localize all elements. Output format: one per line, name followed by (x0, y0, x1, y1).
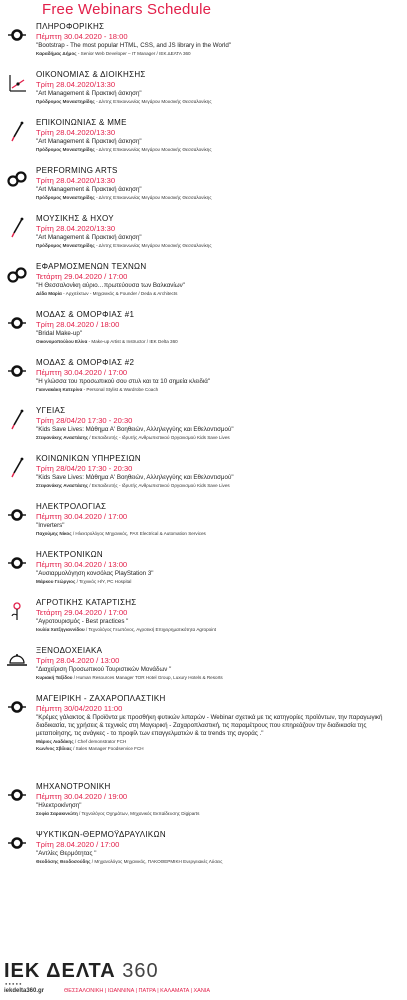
webinar-entry (0, 310, 407, 358)
speaker-line (36, 482, 403, 489)
webinar-topic: "Art Management & Πρακτική άσκηση" (36, 234, 142, 241)
category-title: ΗΛΕΚΤΡΟΛΟΓΙΑΣ (36, 502, 107, 511)
webinar-entry (0, 550, 407, 598)
speaker-line (36, 626, 403, 633)
rings-icon (6, 168, 28, 190)
social-icons: ● ● ● ● ● (5, 981, 22, 986)
category-title: ΜΑΓΕΙΡΙΚΗ - ΖΑΧΑΡΟΠΛΑΣΤΙΚΗ (36, 694, 166, 703)
speaker-line (36, 530, 403, 537)
speaker-name: Πρόδρομος Μοναστηρίδης (36, 147, 95, 152)
website-link[interactable]: iekdelta360.gr (4, 988, 45, 994)
speaker-role: - Δ/ντης Επικοινωνίας Μεγάρου Μουσικής Θεσσαλονίκης (94, 195, 212, 200)
webinar-datetime: Τρίτη 28.04.2020/13:30 (36, 224, 116, 233)
speaker-line (36, 290, 403, 297)
speaker-role: / Μηχανολόγος Μηχανικός, ΠΑΚΟΘΕΡΜΙΚΗ Ενεργειακές Λύσεις (90, 859, 223, 864)
webinar-topic: "Η Θεσσαλονίκη αύριο…πρωτεύουσα των Βαλκανίων" (36, 282, 185, 289)
webinar-entry (0, 598, 407, 646)
category-title: ΟΙΚΟΝΟΜΙΑΣ & ΔΙΟΙΚΗΣΗΣ (36, 70, 146, 79)
speaker-line (36, 578, 403, 585)
webinar-topic: "Art Management & Πρακτική άσκηση" (36, 186, 142, 193)
webinar-entry (0, 22, 407, 70)
category-title: ΚΟΙΝΩΝΙΚΩΝ ΥΠΗΡΕΣΙΩΝ (36, 454, 141, 463)
dumbbell-icon (6, 24, 28, 46)
cloche-icon (6, 648, 28, 670)
webinar-datetime: Τετάρτη 29.04.2020 / 17:00 (36, 272, 128, 281)
webinar-datetime: Πέμπτη 30.04.2020 / 17:00 (36, 368, 128, 377)
webinar-topic: "Κρέμες γάλακτος & Προϊόντα με προσθήκη φυτικών λιπαρών - Webinar σχετικά με τις κατηγορίες προϊόντων, την παραγωγική διαδικασία, τις χρήσεις & τεχνικές στη Μαγειρική - Ζαχαροπλαστική, τις παραμέτρους που επηρεάζουν την διαδικασία της μεταποίησης, τις ανάγκες - το προφίλ των επαγγελματιών & τα trends της αγοράς ." (36, 714, 383, 737)
category-title: ΜΟΥΣΙΚΗΣ & ΗΧΟΥ (36, 214, 114, 223)
rings-icon (6, 264, 28, 286)
webinar-entry (0, 782, 407, 830)
speaker-role: / Τεχνολόγος Οχημάτων, Μηχανικός Εκπαίδευσης Digiparts (77, 811, 200, 816)
speaker-name: Δέδα Μαρία (36, 291, 62, 296)
webinar-topic: "Bootstrap - The most popular HTML, CSS, and JS library in the World" (36, 42, 232, 49)
speaker-name: Κων/νος Σβίλιας (36, 746, 72, 751)
webinar-entry (0, 694, 407, 782)
speaker-name: Θεοδόσης Θεοδοσούδης (36, 859, 91, 864)
webinar-topic: "Αγροτουρισμός - Best practices " (36, 618, 129, 625)
speaker-role: / Ηλεκτρολόγος Μηχανικός, PAX Electrical & Automation Services (71, 531, 206, 536)
speaker-role: - Δ/ντης Επικοινωνίας Μεγάρου Μουσικής Θεσσαλονίκης (94, 147, 212, 152)
speaker-name: Μάριος Λιαδάκης (36, 739, 74, 744)
pen-icon (6, 456, 28, 478)
webinar-entry (0, 830, 407, 878)
webinar-datetime: Πέμπτη 30/04/2020 11:00 (36, 704, 123, 713)
webinar-datetime: Τρίτη 28.04.2020/13:30 (36, 128, 116, 137)
brand-logo: ΙΕΚ ΔΕΛΤΑ 360 (4, 960, 159, 982)
webinar-list (0, 22, 407, 878)
speaker-name: Πρόδρομος Μοναστηρίδης (36, 243, 95, 248)
speaker-line (36, 434, 403, 441)
speaker-name: Οικονομοπούλου Ελίνα (36, 339, 88, 344)
speaker-role: / Sales Manager Foodservice FCH (71, 746, 144, 751)
webinar-datetime: Τρίτη 28/04/20 17:30 - 20:30 (36, 416, 133, 425)
speaker-line (36, 858, 403, 865)
dumbbell-icon (6, 504, 28, 526)
dumbbell-icon (6, 312, 28, 334)
speaker-role: / Εκπαιδευτής - Ιδρυτής Ανθρωπιστικού Οργανισμού Kids Save Lives (88, 483, 230, 488)
speaker-role: / Εκπαιδευτής - Ιδρυτής Ανθρωπιστικού Οργανισμού Kids Save Lives (88, 435, 230, 440)
category-title: ΗΛΕΚΤΡΟΝΙΚΩΝ (36, 550, 103, 559)
speaker-role: / Chef demonstrator FCH (73, 739, 127, 744)
speaker-line (36, 386, 403, 393)
webinar-entry (0, 454, 407, 502)
speaker-name: Μάρκου Γεώργιος (36, 579, 76, 584)
speaker-role: / Human Resources Manager TOR Hotel Group, Luxury Hotels & Resorts (72, 675, 223, 680)
webinar-datetime: Τρίτη 28.04.2020/13:30 (36, 80, 116, 89)
speaker-name: Πρόδρομος Μοναστηρίδης (36, 195, 95, 200)
webinar-datetime: Τρίτη 28/04/20 17:30 - 20:30 (36, 464, 133, 473)
speaker-role: - Senior Web Developer – IT Manager / ΙΕΚ ΔΕΛΤΑ 360 (76, 51, 191, 56)
chart-arrow-icon (6, 72, 28, 94)
speaker-role: - Δ/ντης Επικοινωνίας Μεγάρου Μουσικής Θεσσαλονίκης (94, 99, 212, 104)
speaker-name: Γιαννακάκη Κατερίνα (36, 387, 83, 392)
webinar-topic: "Αυσιαρμολόγηση κονσόλας PlayStation 3" (36, 570, 154, 577)
webinar-entry (0, 358, 407, 406)
category-title: ΑΓΡΟΤΙΚΗΣ ΚΑΤΑΡΤΙΣΗΣ (36, 598, 137, 607)
webinar-topic: "Inverters" (36, 522, 65, 529)
speaker-name: Καραδήμας Δήμος (36, 51, 77, 56)
city-list: ΘΕΣΣΑΛΟΝΙΚΗ | ΙΩΑΝΝΙΝΑ | ΠΑΤΡΑ | ΚΑΛΑΜΑΤΑ | ΧΑΝΙΑ (64, 988, 211, 994)
category-title: ΜΟΔΑΣ & ΟΜΟΡΦΙΑΣ #1 (36, 310, 135, 319)
webinar-datetime: Πέμπτη 30.04.2020 - 18:00 (36, 32, 128, 41)
speaker-line (36, 738, 403, 745)
page-title: Free Webinars Schedule (42, 1, 212, 18)
pen-icon (6, 408, 28, 430)
speaker-name: Στεφανάκης Αναστάσης (36, 435, 89, 440)
webinar-topic: "Διαχείριση Προσωπικού Τουριστικών Μονάδων " (36, 666, 172, 673)
webinar-entry (0, 118, 407, 166)
webinar-entry (0, 262, 407, 310)
dumbbell-icon (6, 832, 28, 854)
webinar-datetime: Τετάρτη 29.04.2020 / 17:00 (36, 608, 128, 617)
category-title: PERFORMING ARTS (36, 166, 118, 175)
category-title: ΨΥΚΤΙΚΩΝ-ΘΕΡΜΟΫΔΡΑΥΛΙΚΩΝ (36, 830, 166, 839)
pen-icon (6, 216, 28, 238)
webinar-entry (0, 166, 407, 214)
speaker-role: / Τεχνικός Η/Υ, PC Hospital (75, 579, 132, 584)
webinar-entry (0, 646, 407, 694)
speaker-line (36, 146, 403, 153)
webinar-datetime: Τρίτη 28.04.2020/13:30 (36, 176, 116, 185)
dumbbell-icon (6, 696, 28, 718)
webinar-topic: "Ηλεκτροκίνηση" (36, 802, 82, 809)
webinar-datetime: Πέμπτη 30.04.2020 / 19:00 (36, 792, 128, 801)
speaker-line (36, 745, 403, 752)
speaker-role: - Make-up Artist & Instructor / ΙΕΚ Delta 360 (87, 339, 178, 344)
webinar-topic: "Bridal Make-up" (36, 330, 83, 337)
webinar-topic: "Αντλίες Θερμότητας " (36, 850, 97, 857)
webinar-datetime: Τρίτη 28.04.2020 / 17:00 (36, 840, 120, 849)
dumbbell-icon (6, 552, 28, 574)
category-title: ΥΓΕΙΑΣ (36, 406, 66, 415)
webinar-entry (0, 70, 407, 118)
speaker-role: - Δ/ντης Επικοινωνίας Μεγάρου Μουσικής Θεσσαλονίκης (94, 243, 212, 248)
speaker-name: Παχούμης Νίκος (36, 531, 72, 536)
webinar-entry (0, 502, 407, 550)
webinar-topic: "Art Management & Πρακτική άσκηση" (36, 90, 142, 97)
speaker-line (36, 50, 403, 57)
webinar-datetime: Τρίτη 28.04.2020 / 18:00 (36, 320, 120, 329)
webinar-topic: "Η γλώσσα του προσωπικού σου στυλ και τα 10 σημεία κλειδιά" (36, 378, 211, 385)
webinar-topic: "Kids Save Lives: Μάθημα Α' Βοηθειών, Αλληλεγγύης και Εθελοντισμού" (36, 426, 234, 433)
category-title: ΕΦΑΡΜΟΣΜΕΝΩΝ ΤΕΧΝΩΝ (36, 262, 147, 271)
speaker-line (36, 98, 403, 105)
webinar-datetime: Τρίτη 28.04.2020 / 13:00 (36, 656, 120, 665)
speaker-role: - Personal Stylist & Wardrobe Coach (82, 387, 159, 392)
category-title: ΠΛΗΡΟΦΟΡΙΚΗΣ (36, 22, 105, 31)
speaker-line (36, 674, 403, 681)
category-title: ΞΕΝΟΔΟΧΕΙΑΚΑ (36, 646, 103, 655)
speaker-role: / Τεχνολόγος Γεωπόνος, Αγροτική Επιχειρηματικότητα Agropoint (84, 627, 217, 632)
speaker-role: - Αρχιτέκτων - Μηχανικός & Founder / Deda & Architects (61, 291, 178, 296)
dumbbell-icon (6, 360, 28, 382)
flower-icon (6, 600, 28, 622)
category-title: ΜΗΧΑΝΟΤΡΟΝΙΚΗ (36, 782, 111, 791)
speaker-name: Σοφία Σαρακινιώτη (36, 811, 78, 816)
speaker-name: Στεφανάκης Αναστάσης (36, 483, 89, 488)
pen-icon (6, 120, 28, 142)
speaker-line (36, 810, 403, 817)
dumbbell-icon (6, 784, 28, 806)
speaker-line (36, 194, 403, 201)
speaker-name: Πρόδρομος Μοναστηρίδης (36, 99, 95, 104)
speaker-line (36, 242, 403, 249)
category-title: ΕΠΙΚΟΙΝΩΝΙΑΣ & ΜΜΕ (36, 118, 127, 127)
category-title: ΜΟΔΑΣ & ΟΜΟΡΦΙΑΣ #2 (36, 358, 135, 367)
webinar-entry (0, 214, 407, 262)
webinar-topic: "Kids Save Lives: Μάθημα Α' Βοηθειών, Αλληλεγγύης και Εθελοντισμού" (36, 474, 234, 481)
speaker-name: Ιουλία Χατζηγιαννίδου (36, 627, 85, 632)
speaker-name: Κυριακή Ταξίδου (36, 675, 73, 680)
webinar-datetime: Πέμπτη 30.04.2020 / 17:00 (36, 512, 128, 521)
webinar-datetime: Πέμπτη 30.04.2020 / 13:00 (36, 560, 128, 569)
speaker-line (36, 338, 403, 345)
webinar-entry (0, 406, 407, 454)
webinar-topic: "Art Management & Πρακτική άσκηση" (36, 138, 142, 145)
